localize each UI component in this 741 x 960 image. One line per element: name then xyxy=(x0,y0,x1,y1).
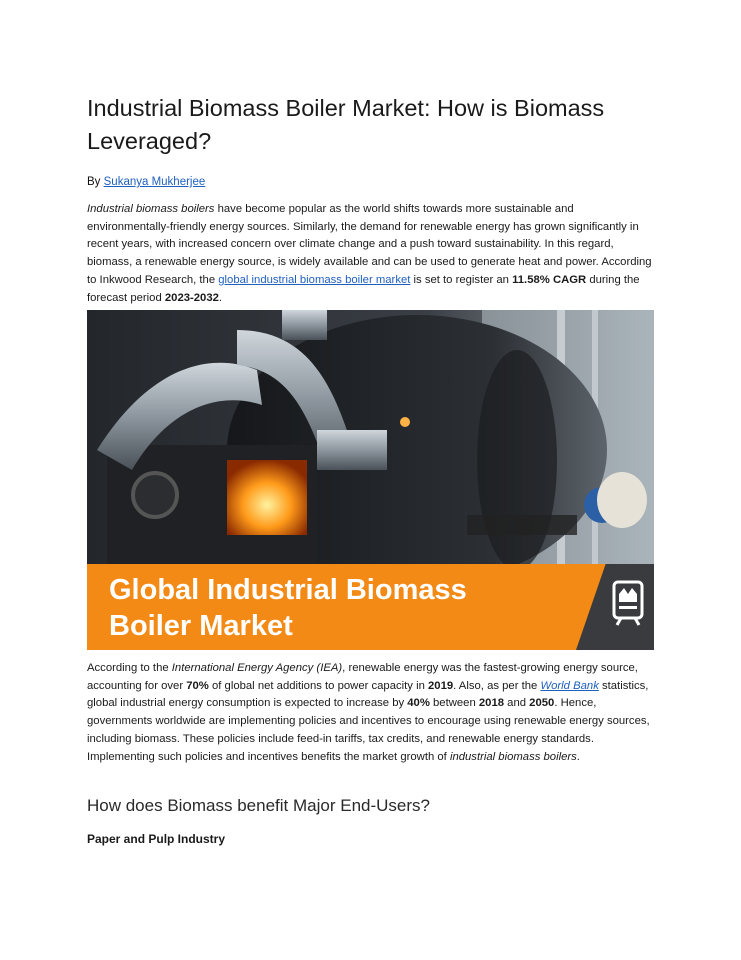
article-title: Industrial Biomass Boiler Market: How is Biomass Leveraged? xyxy=(87,95,605,154)
hero-image xyxy=(87,310,654,650)
ibb-term: industrial biomass boilers xyxy=(449,750,577,763)
stat-70: 70% xyxy=(186,679,209,692)
body-text: between xyxy=(429,697,479,710)
body-text: and xyxy=(504,697,530,710)
logo-badge xyxy=(576,564,654,650)
iea-name: International Energy Agency (IEA) xyxy=(171,662,343,674)
hero-banner xyxy=(87,564,654,650)
byline xyxy=(87,176,205,188)
banner-title xyxy=(109,572,467,644)
body-text: . Hence, governments worldwide are implementing policies and incentives to encourage using renewable energy sources, including biomass. These policies include feed-in tariffs, tax credits, and renewable energy standards. Implementing such policies and incentives benefits the market growth of xyxy=(87,697,650,763)
intro-text: is set to register an xyxy=(410,273,513,286)
body-text: . Also, as per the xyxy=(453,679,541,692)
intro-paragraph xyxy=(87,201,655,307)
forecast-period: 2023-2032 xyxy=(164,291,219,304)
intro-text: . xyxy=(218,291,223,304)
stat-40: 40% xyxy=(407,697,430,710)
intro-italic-term: Industrial biomass boilers xyxy=(87,203,215,215)
boiler-photo xyxy=(87,310,654,564)
body-text: . xyxy=(576,750,580,763)
body-text: statistics, global industrial energy consumption is expected to increase by xyxy=(87,679,649,710)
body-text: , renewable energy was the fastest-growing energy source, accounting for over xyxy=(87,662,638,692)
world-bank-link-text: World Bank xyxy=(540,679,599,692)
intro-text: during the forecast period xyxy=(87,273,640,304)
intro-text: have become popular as the world shifts towards more sustainable and environmentally-friendly energy sources. Similarly, the demand for renewable energy has grown significantly in recent years, with increased concern over climate change and a push toward sustainability. In this regard, biomass, a renewable energy source, is widely available and can be used to generate heat and power. According to Inkwood Research, the xyxy=(87,203,652,286)
banner-title-line-1: Global Industrial Biomass xyxy=(109,574,467,606)
banner-title-line-2: Boiler Market xyxy=(109,610,293,642)
section-subheading: Paper and Pulp Industry xyxy=(87,832,226,846)
section-heading: How does Biomass benefit Major End-Users? xyxy=(87,796,430,815)
market-report-link[interactable]: global industrial biomass boiler market xyxy=(218,273,411,286)
inkwood-logo-icon xyxy=(612,580,644,626)
world-bank-link[interactable] xyxy=(540,680,598,692)
body-text: According to the xyxy=(87,662,172,674)
body-text: of global net additions to power capacity in xyxy=(208,679,429,692)
author-link[interactable]: Sukanya Mukherjee xyxy=(103,176,206,188)
year-2050: 2050 xyxy=(529,697,555,710)
by-label: By xyxy=(87,176,101,188)
cagr-value: 11.58% CAGR xyxy=(512,273,587,286)
year-2018: 2018 xyxy=(478,697,505,710)
iea-paragraph xyxy=(87,660,655,766)
year-2019: 2019 xyxy=(428,679,454,692)
